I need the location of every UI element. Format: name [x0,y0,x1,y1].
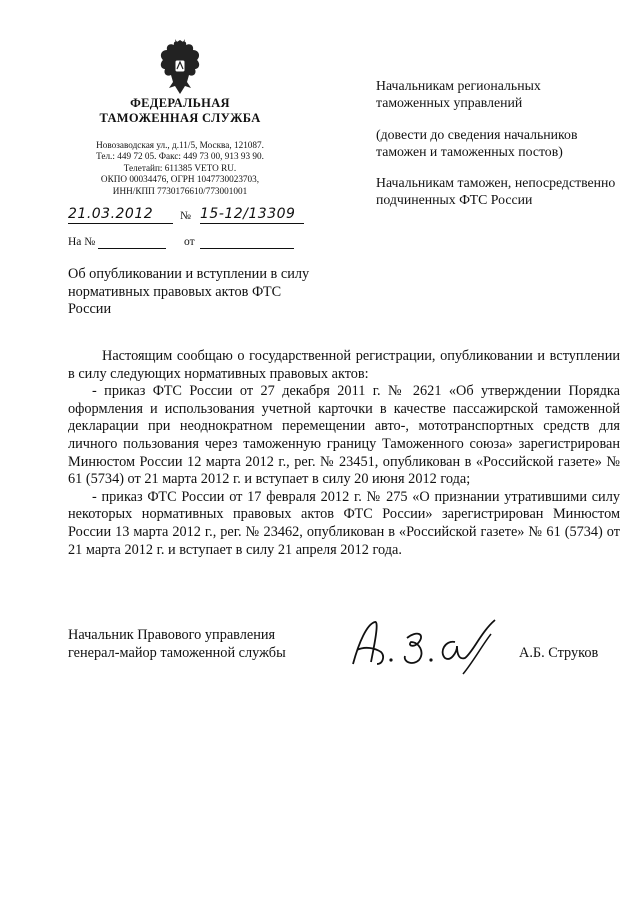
coat-of-arms-icon [155,38,205,96]
recipient-customs: Начальникам таможен, непосредственно подчиненных ФТС России [376,175,616,208]
org-line-2: ТАМОЖЕННАЯ СЛУЖБА [99,111,261,125]
signatory-name: А.Б. Струков [519,645,599,661]
number-label: № [180,210,191,222]
recipient-note: (довести до сведения начальников таможен и таможенных постов) [376,126,578,159]
letterhead-address [64,141,297,198]
registration-number: 15-12/13309 [200,206,304,224]
signatory-title-line-2: генерал-майор таможенной службы [68,645,286,661]
address-line: Тел.: 449 72 05. Факс: 449 73 00, 913 93 90. [96,152,264,163]
address-line: ИНН/КПП 7730176610/773001001 [112,186,248,197]
handwritten-signature [345,612,505,682]
body-item-2: - приказ ФТС России от 17 февраля 2012 г. № 275 «О признании утратившими силу некоторых нормативных правовых актов ФТС России» зарегистрирован Минюстом России 13 марта 2012 г., рег. № 23462, опубликован в «Российской газете» № 61 (5734) от 21 марта 2012 г. и вступает в силу 21 апреля 2012 года. [68,488,620,558]
organization-name [60,96,300,126]
address-line: ОКПО 00034476, ОГРН 1047730023703, [100,175,260,186]
recipient-regional: Начальникам региональных таможенных управлений [376,78,541,111]
body-intro: Настоящим сообщаю о государственной регистрации, опубликовании и вступлении в силу следующих нормативных правовых актов: [68,348,620,382]
org-line-1: ФЕДЕРАЛЬНАЯ [130,96,230,110]
body-item-1: - приказ ФТС России от 27 декабря 2011 г. № 2621 «Об утверждении Порядка оформления и использования учетной карточки в качестве пассажирской таможенной декларации при неоднократном перемещении авто-, мототранспортных средств для личного пользования через таможенную границу Таможенного союза» зарегистрирован Минюстом России 12 марта 2012 г., рег. № 23451, опубликован в «Российской газете» № 61 (5734) от 21 марта 2012 г. и вступает в силу 20 июня 2012 года; [68,383,620,488]
address-line: Телетайп: 611385 VETO RU. [123,163,237,174]
registration-date: 21.03.2012 [68,206,173,224]
signatory-title-line-1: Начальник Правового управления [68,627,276,643]
reference-label: На № [68,236,96,248]
letter-body [68,348,620,559]
reference-date-line [200,248,294,249]
address-line: Новозаводская ул., д.11/5, Москва, 121087. [96,141,264,151]
letter-subject: Об опубликовании и вступлении в силу нормативных правовых актов ФТС России [68,266,310,317]
reference-from-label: от [184,236,195,248]
recipients-block [376,77,616,223]
signatory-title [68,626,328,662]
reference-number-line [98,248,166,249]
